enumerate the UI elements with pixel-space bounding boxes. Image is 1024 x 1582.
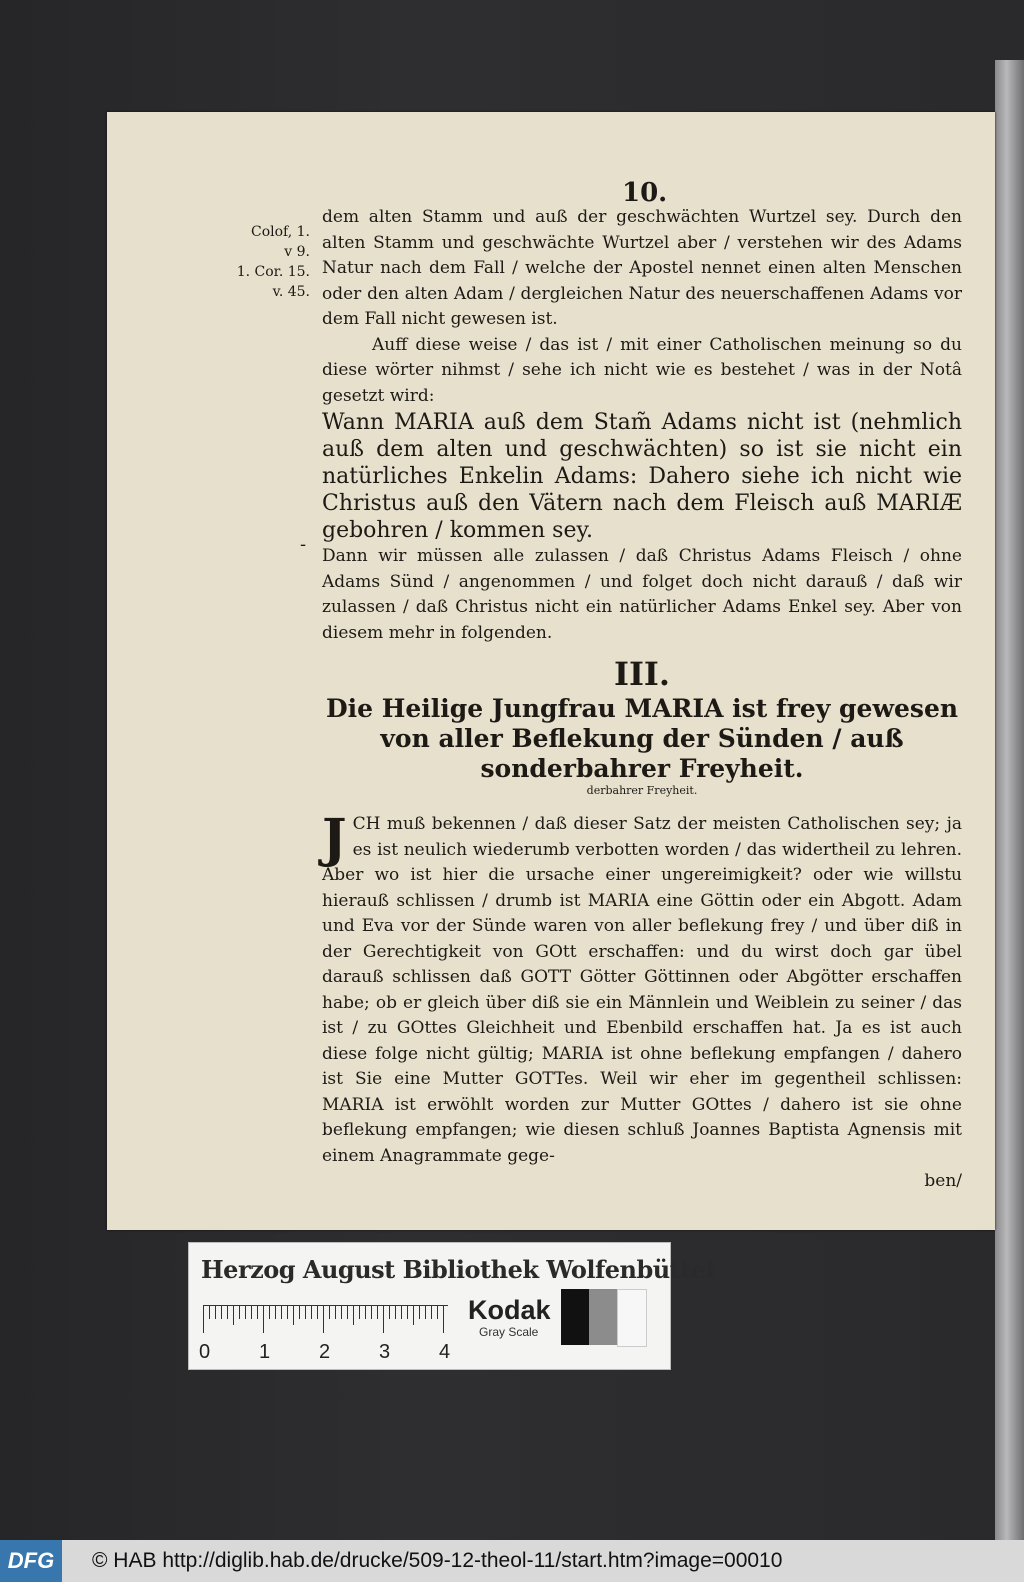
gray-swatch-white	[617, 1289, 647, 1347]
ruler-number: 4	[439, 1341, 451, 1363]
ruler-number: 1	[259, 1341, 271, 1363]
paragraph-3-text: CH muß bekennen / daß dieser Satz der meisten Catholischen sey; ja es ist neulich wiederumb verbotten worden / das widertheil zu lehren. Aber wo ist hier die ursache einer ungereimigkeit? oder wie willstu hierauß schlissen / drumb ist MARIA eine Göttin oder ein Abgott. Adam und Eva vor der Sünde waren von aller beflekung frey / und über diß in der Gerechtigkeit von GOtt erschaffen: und du wirst doch gar übel darauß schlissen daß GOTT Götter Göttinnen oder Abgötter erschaffen habe; ob er gleich über diß sie ein Männlein und Weiblein zu seiner / das ist / zu GOttes Gleichheit und Ebenbild erschaffen hat. Ja es ist auch diese folge nicht gültig; MARIA ist ohne beflekung empfangen / dahero ist Sie eine Mutter GOTTes. Weil wir eher im gegentheil schlissen: MARIA ist erwöhlt worden zur Mutter GOttes / dahero ist sie ohne beflekung empfangen; wie diesen schluß Joannes Baptista Agnensis mit einem Anagrammate gege-	[322, 814, 962, 1166]
gray-scale-label: Gray Scale	[479, 1325, 539, 1339]
library-color-card	[188, 1242, 715, 1370]
book-edge	[995, 60, 1024, 1540]
margin-notes	[228, 222, 310, 302]
margin-note: 1. Cor. 15.	[236, 264, 310, 280]
section-subtitle: derbahrer Freyheit.	[586, 784, 698, 797]
section-number: III.	[613, 655, 671, 693]
paragraph-2-intro: Auff diese weise / das ist / mit einer Catholischen meinung so du diese wörter nihmst / sehe ich nicht wie es bestehet / was in der Notâ gesetzt wird:	[322, 334, 962, 406]
ruler-number: 3	[379, 1341, 391, 1363]
margin-note: v 9.	[284, 244, 310, 260]
margin-dash: -	[300, 534, 307, 555]
margin-note: v. 45.	[272, 284, 310, 300]
paragraph-2-conclusion: Dann wir müssen alle zulassen / daß Christus Adams Fleisch / ohne Adams Sünd / angenommen / und folget doch nicht darauß / daß wir zulassen / daß Christus nicht ein natürlicher Adams Enkel sey. Aber von diesem mehr in folgenden.	[322, 546, 962, 643]
drop-cap: J	[322, 808, 347, 869]
ruler	[203, 1305, 448, 1339]
ruler-number: 0	[199, 1341, 211, 1363]
dfg-logo: DFG	[0, 1540, 62, 1582]
kodak-logo: Kodak	[468, 1295, 551, 1325]
gray-swatch-mid	[589, 1289, 617, 1345]
paragraph-3	[322, 808, 962, 1169]
margin-note: Colof, 1.	[251, 224, 310, 240]
library-name: Herzog August Bibliothek Wolfenbüttel	[201, 1255, 715, 1284]
paragraph-2-quote: Wann MARIA auß dem Stam̃ Adams nicht ist (nehmlich auß dem alten und geschwächten) so ist sie nicht ein natürliches Enkelin Adams: Dahero siehe ich nicht wie Christus auß den Vätern nach dem Fleisch auß MARIÆ gebohren / kommen sey.	[322, 410, 962, 543]
ruler-number: 2	[319, 1341, 331, 1363]
gray-swatch-black	[561, 1289, 589, 1345]
section-title: Die Heilige Jungfrau MARIA ist frey gewesen von aller Beflekung der Sünden / auß sonderbahrer Freyheit.	[325, 694, 959, 783]
catchword: ben/	[924, 1171, 962, 1191]
copyright-url[interactable]: © HAB http://diglib.hab.de/drucke/509-12-theol-11/start.htm?image=00010	[92, 1549, 783, 1572]
footer-bar	[0, 1540, 1024, 1582]
page-number: 10.	[622, 178, 668, 208]
page-text	[322, 205, 962, 1195]
paragraph-1: dem alten Stamm und auß der geschwächten Wurtzel sey. Durch den alten Stamm und geschwächte Wurtzel aber / verstehen wir des Adams Natur nach dem Fall / welche der Apostel nennet einen alten Menschen oder den alten Adam / dergleichen Natur des neuerschaffenen Adams vor dem Fall nicht gewesen ist.	[322, 207, 962, 329]
